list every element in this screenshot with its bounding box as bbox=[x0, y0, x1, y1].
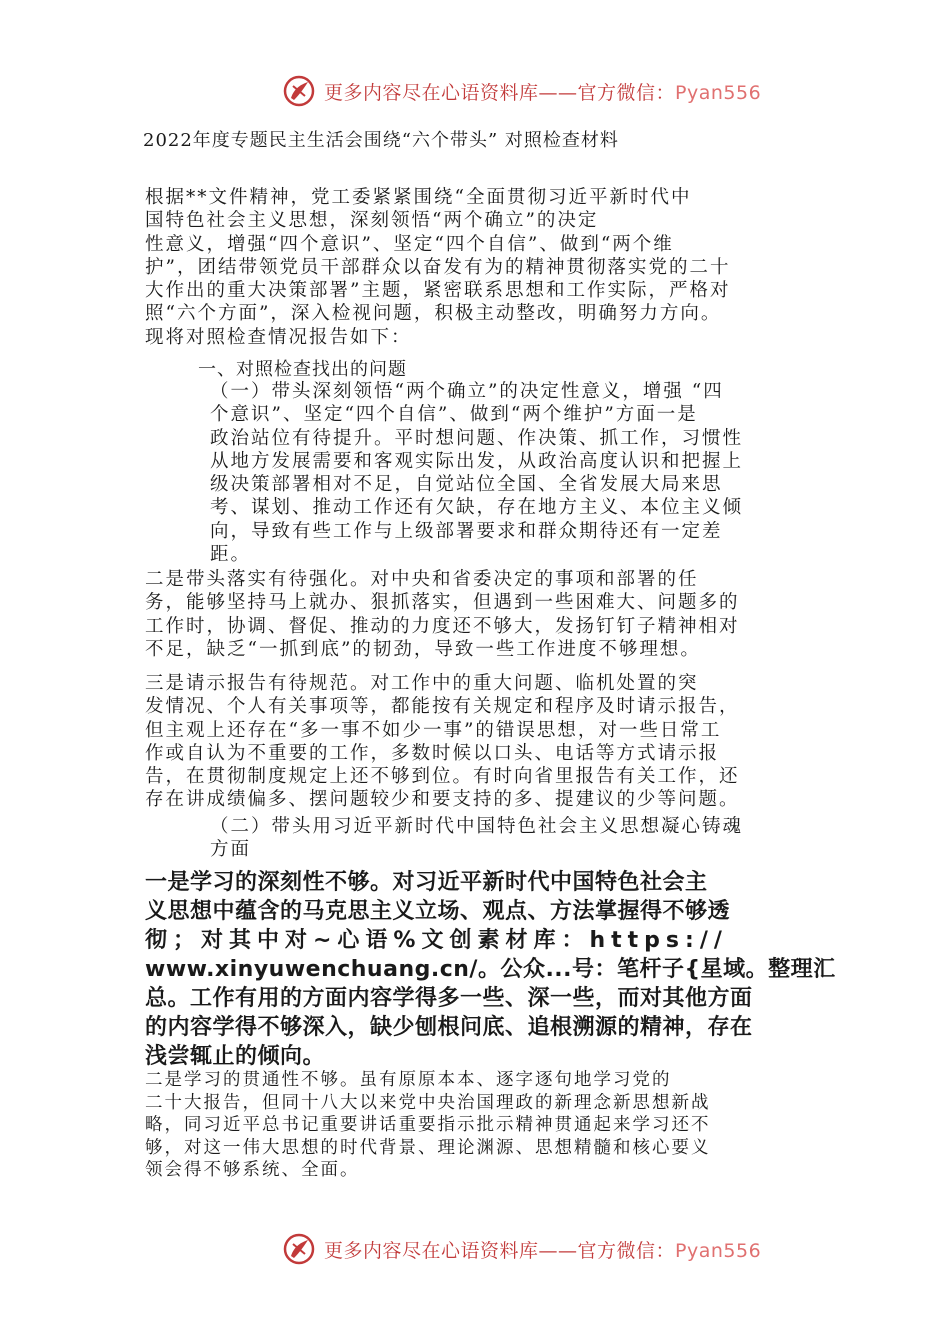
text-line: 照“六个方面”，深入检视问题，积极主动整改，明确努力方向。 bbox=[145, 303, 722, 325]
banner-wechat-label: 官方微信： bbox=[577, 1240, 676, 1262]
paragraph-3 bbox=[145, 672, 805, 812]
text-line: 总。工作有用的方面内容学得多一些、深一些，而对其他方面 bbox=[145, 986, 753, 1011]
logo-icon bbox=[282, 1232, 316, 1266]
banner-separator: —— bbox=[538, 82, 578, 104]
section-heading-1: 一、对照检查找出的问题 bbox=[198, 359, 407, 380]
text-line: （一）带头深刻领悟“两个确立”的决定性意义，增强 “四 bbox=[210, 381, 724, 402]
text-line: 一是学习的深刻性不够。对习近平新时代中国特色社会主 bbox=[145, 870, 708, 895]
text-line: 距。 bbox=[210, 544, 252, 566]
text-line: 不足，缺乏“一抓到底”的韧劲，导致一些工作进度不够理想。 bbox=[145, 638, 701, 660]
footer-banner bbox=[282, 1230, 782, 1270]
text-line: 二十大报告，但同十八大以来党中央治国理政的新理念新思想新战 bbox=[145, 1092, 711, 1113]
text-line: 二是学习的贯通性不够。虽有原原本本、逐字逐句地学习党的 bbox=[145, 1070, 672, 1090]
text-line: 政治站位有待提升。平时想问题、作决策、抓工作，习惯性 bbox=[210, 427, 744, 449]
text-line: 发情况、个人有关事项等，都能按有关规定和程序及时请示报告， bbox=[145, 696, 740, 718]
text-line: www.xinyuwenchuang.cn/。公众...号：笔杆子{星域。整理汇 bbox=[145, 957, 836, 982]
text-line: 大作出的重大决策部署”主题，紧密联系思想和工作实际，严格对 bbox=[145, 280, 731, 302]
text-line: 方面 bbox=[210, 839, 252, 861]
banner-account: Pyan556 bbox=[675, 1240, 762, 1262]
banner-slogan: 更多内容尽在心语资料库 bbox=[324, 1240, 539, 1262]
banner-separator: —— bbox=[538, 1240, 578, 1262]
subsection-2-heading bbox=[210, 815, 805, 862]
text-line: （二）带头用习近平新时代中国特色社会主义思想凝心铸魂 bbox=[210, 816, 744, 837]
text-line: 告，在贯彻制度规定上还不够到位。有时向省里报告有关工作，还 bbox=[145, 766, 740, 788]
banner-text bbox=[324, 78, 761, 105]
subsection-1-paragraph bbox=[210, 380, 805, 566]
text-line: 护”，团结带领党员干部群众以奋发有为的精神贯彻落实党的二十 bbox=[145, 256, 731, 278]
bold-paragraph bbox=[145, 868, 836, 1071]
text-line: 略，同习近平总书记重要讲话重要指示批示精神贯通起来学习还不 bbox=[145, 1115, 711, 1135]
paragraph-2 bbox=[145, 568, 805, 661]
document-title: 2022年度专题民主生活会围绕“六个带头” 对照检查材料 bbox=[143, 130, 619, 151]
text-line: 从地方发展需要和客观实际出发，从政治高度认识和把握上 bbox=[210, 450, 744, 472]
text-line: 彻；对其中对~心语%文创素材库：https:// bbox=[145, 928, 728, 953]
text-line: 考、谋划、推动工作还有欠缺，存在地方主义、本位主义倾 bbox=[210, 497, 744, 519]
banner-slogan: 更多内容尽在心语资料库 bbox=[324, 82, 539, 104]
text-line: 国特色社会主义思想，深刻领悟“两个确立”的决定 bbox=[145, 210, 599, 232]
banner-text bbox=[324, 1236, 761, 1263]
header-banner bbox=[282, 72, 782, 112]
text-line: 现将对照检查情况报告如下： bbox=[145, 326, 412, 348]
text-line: 义思想中蕴含的马克思主义立场、观点、方法掌握得不够透 bbox=[145, 899, 731, 924]
text-line: 够，对这一伟大思想的时代背景、理论渊源、思想精髓和核心要义 bbox=[145, 1137, 711, 1158]
text-line: 存在讲成绩偏多、摆问题较少和要支持的多、提建议的少等问题。 bbox=[145, 789, 740, 811]
text-line: 但主观上还存在“多一事不如少一事”的错误思想，对一些日常工 bbox=[145, 719, 722, 741]
text-line: 务，能够坚持马上就办、狠抓落实，但遇到一些困难大、问题多的 bbox=[145, 592, 740, 614]
intro-paragraph bbox=[145, 186, 805, 349]
text-line: 工作时，协调、督促、推动的力度还不够大，发扬钉钉子精神相对 bbox=[145, 615, 740, 637]
text-line: 的内容学得不够深入，缺少刨根问底、追根溯源的精神，存在 bbox=[145, 1015, 753, 1040]
banner-wechat-label: 官方微信： bbox=[577, 82, 676, 104]
banner-account: Pyan556 bbox=[675, 82, 762, 104]
text-line: 性意义，增强“四个意识”、坚定“四个自信”、做到“两个维 bbox=[145, 233, 674, 255]
text-line: 领会得不够系统、全面。 bbox=[145, 1160, 360, 1180]
paragraph-4 bbox=[145, 1069, 805, 1182]
text-line: 浅尝辄止的倾向。 bbox=[145, 1044, 326, 1069]
logo-icon bbox=[282, 74, 316, 108]
text-line: 根据**文件精神，党工委紧紧围绕“全面贯彻习近平新时代中 bbox=[145, 187, 692, 208]
text-line: 级决策部署相对不足，自觉站位全国、全省发展大局来思 bbox=[210, 474, 723, 496]
text-line: 三是请示报告有待规范。对工作中的重大问题、临机处置的突 bbox=[145, 673, 699, 694]
text-line: 向，导致有些工作与上级部署要求和群众期待还有一定差 bbox=[210, 520, 723, 542]
text-line: 二是带头落实有待强化。对中央和省委决定的事项和部署的任 bbox=[145, 569, 699, 590]
text-line: 作或自认为不重要的工作，多数时候以口头、电话等方式请示报 bbox=[145, 742, 720, 764]
text-line: 个意识”、坚定“四个自信”、做到“两个维护”方面一是 bbox=[210, 404, 698, 426]
